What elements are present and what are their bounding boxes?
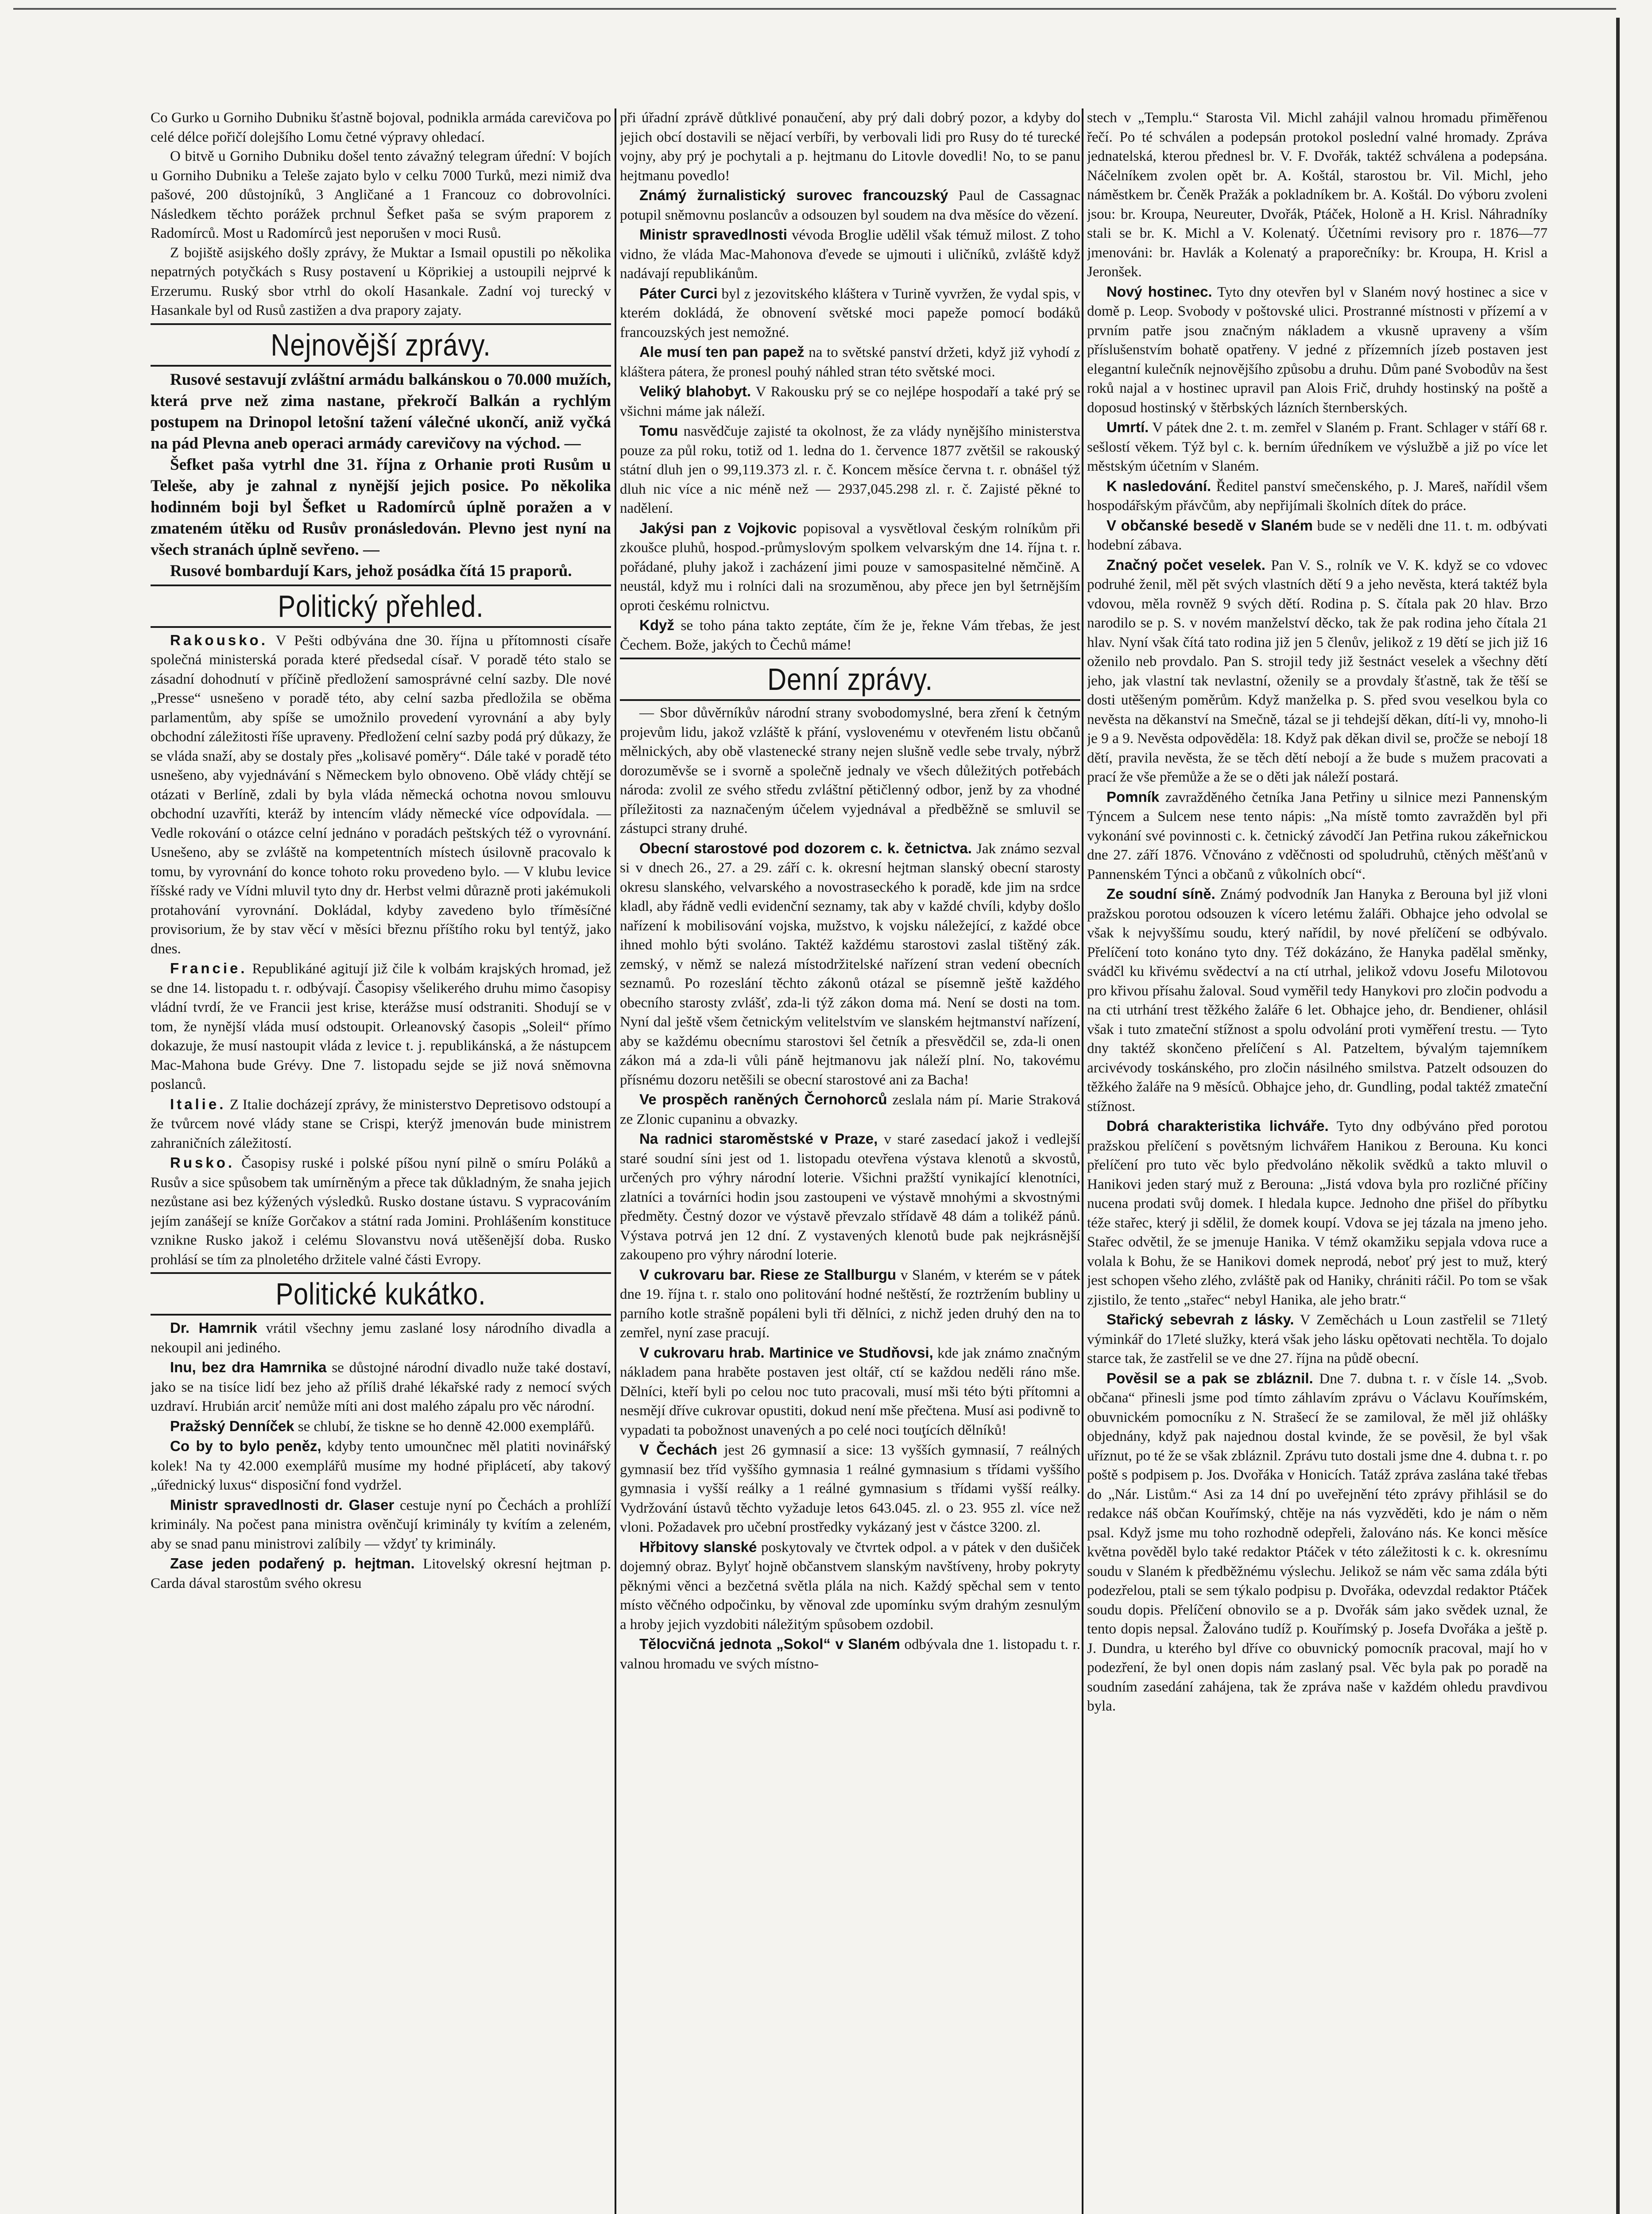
article-text: Paul de Cassagnac potupil sněmovnu poslancův a odsouzen byl soudem na dva měsíce do vězení. (620, 188, 1080, 223)
news-paragraph: Rusové bombardují Kars, jehož posádka čítá 15 praporů. (170, 561, 572, 580)
article-head: Ale musí ten pan papež (639, 344, 805, 360)
article-text: Ředitel panství smečenského, p. J. Mareš, nařídil všem hospodářským přávčům, aby nepřijímali školních dítek do práce. (1087, 478, 1548, 514)
article-paragraph (151, 1417, 611, 1437)
article-head: Nový hostinec. (1106, 283, 1212, 300)
section-heading-daily-news: Denní zprávy. (767, 662, 933, 697)
article-head: Francie. (170, 960, 248, 976)
latest-news-block (151, 369, 611, 582)
article-paragraph (1087, 884, 1548, 1116)
article-text: bude se v neděli dne 11. t. m. odbývati hodební zábava. (1087, 518, 1548, 553)
article-paragraph (1087, 787, 1548, 885)
article-paragraph (620, 519, 1080, 616)
article-head: Rakousko. (170, 631, 268, 648)
section-rule (620, 658, 1080, 659)
article-text: se toho pána takto zeptáte, čím že je, řekne Vám třebas, že jest Čechem. Bože, jakých to Čechů máme! (620, 618, 1080, 653)
article-paragraph (620, 1634, 1080, 1674)
article-head: Umrtí. (1106, 419, 1149, 435)
article-text: cestuje nyní po Čechách a prohlíží kriminály. Na počest pana ministra ověnčují kriminály ty kvítím a zeleném, aby se snad panu ministrovi zalíbily — vždyť ty kriminály. (151, 1497, 611, 1552)
article-paragraph (151, 1095, 611, 1153)
article-paragraph (1087, 476, 1548, 516)
article-text: V pátek dne 2. t. m. zemřel v Slaném p. Frant. Schlager v stáří 68 r. sešlostí věkem. Týž byl c. k. berním úředníkem ve výslužbě a již po více let městským účetním v Slaném. (1087, 420, 1548, 474)
article-head: Pomník (1106, 788, 1160, 805)
article-paragraph (151, 1436, 611, 1495)
article-paragraph (620, 1129, 1080, 1265)
section-rule (151, 323, 611, 325)
article-text: V Rakousku prý se co nejlépe hospodaří a také prý se všichni máme jak náleží. (620, 384, 1080, 419)
article-head: Páter Curci (639, 285, 718, 302)
article-text: Jak známo sezval si v dnech 26., 27. a 29. září c. k. okresní hejtman slanský obecní starosty okresu slanského, velvarského a novostraseckého k poradě, kde jim na srdce kladl, aby řádně vedli evidenční seznamy, tak aby v každé chvíli, kdyby došlo nařízení k mobilisování vojska, mužstvo, k vojsku náležející, z každé obce ihned mohlo býti svoláno. Taktéž každému starostovi zaslal tištěný zák. zemský, v němž se nalezá místodržitelské nařízení stran vedení obecních seznamů. Po rozeslání těchto zákonů otázal se písemně ještě každého obecního starosty zvlášť, zda-li týž zákon doma má. Není se dosti na tom. Nyní dal ještě všem četnickým velitelstvím ve slanském hejtmanství nařízení, aby se každému obecnímu starostovi šel četník a přesvědčil se, zda-li onen zákon má a zda-li vůli páně hejtmanovu jak náleží plní. No, takovému přísnému dozoru netěšili se obecní starostové ani za Bacha! (620, 840, 1080, 1088)
article-head: Jakýsi pan z Vojkovic (639, 519, 797, 536)
page-right-edge (1616, 18, 1620, 2214)
article-text: na to světské panství držeti, když již vyhodí z kláštera pátera, že pronesl pouhý náhled stran této světské moci. (620, 344, 1080, 380)
article-text: popisoval a vysvětloval českým rolníkům při zkoušce pluhů, hospod.-průmyslovým spolkem velvarským dne 14. října t. r. pořádané, pluhy jakož i zacházení jimi pouze v samospasitelné němčině. A neustál, když mu i rolníci dali na srozuměnou, aby přece jen byl šetrnějším oproti českému rolnictvu. (620, 520, 1080, 614)
article-head: Tomu (639, 422, 678, 439)
intro-paragraph: O bitvě u Gorniho Dubniku došel tento závažný telegram úřední: V bojích u Gorniho Dubniku a Teleše zajato bylo v celku 7000 Turků, mezi nimiž dva pašové, 200 důstojníků, 3 Angličané a 1 Francouz co dobrovolníci. Následkem těchto porážek prchnul Šefket paša se svým praporem z Radomírců. Most u Radomírců jest neporušen v moci Rusů. (151, 148, 611, 241)
article-head: Když (639, 617, 674, 633)
article-head: Obecní starostové pod dozorem c. k. četnictva. (639, 840, 972, 856)
article-text: vrátil všechny jemu zaslané losy národního divadla a nekoupil ani jediného. (151, 1320, 611, 1356)
article-head: Značný počet veselek. (1106, 556, 1265, 573)
article-paragraph (151, 1318, 611, 1358)
article-head: Hřbitovy slanské (639, 1538, 757, 1555)
article-paragraph (151, 959, 611, 1095)
article-paragraph (620, 1440, 1080, 1537)
article-text: Republikáné agitují již čile k volbám krajských hromad, jež se dne 14. listopadu t. r. odbývají. Časopisy všelikerého druhu mimo časopisy vládní tvrdí, že ve Francii jest krise, kterážse musí odstraniti. Shodují se v tom, že nynější vláda musí odstoupit. Orleanovský časopis „Soleil“ přímo dokazuje, že musí nastoupit vláda z levice t. j. republikánská, a že nástupcem Mac-Mahona bude Grévy. Dne 7. listopadu sejde se již nová sněmovna poslanců. (151, 961, 611, 1092)
article-text: byl z jezovitského kláštera v Turině vyvržen, že vydal spis, v kterém dokládá, že obnovení světské moci papeže pomocí bodáků francouzských jest nemožné. (620, 286, 1080, 341)
article-text: jest 26 gymnasií a sice: 13 vyšších gymnasií, 7 reálných gymnasií bez tříd vyššího gymnasia 1 reálné gymnasium s třídami vyššího gymnasia i vyšší reálky a 1 reálné gymnasium s třídami vyšší reálky. Vydržování ústavů těchto vyžaduje leŧos 643.045. zl. o 23. 955 zl. více než vloni. Požadavek pro učební prostředky vykázaný jest v částce 3200. zl. (620, 1442, 1080, 1535)
article-paragraph (620, 839, 1080, 1090)
article-text: Známý podvodník Jan Hanyka z Berouna byl již vloni pražskou porotou odsouzen k vícero letému žaláři. Obhajce jeho odvolal se však k nejvyššímu soudu, který nařídil, by nové přelíčení se odbývalo. Přelíčení toto konáno tyto dny. Též dokázáno, že Hanyka padělal směnky, svádčl ku křivému svědectví a na ctí utrhal, jelikož vdovu Josefu Milotovou pro křivou přísahu žaloval. Soud vyměřil tedy Hanykovi pro zločin podvodu a na cti utrhání trest těžkého žaláře 6 let. Obhajce jeho, dr. Bendiener, ohlásil však i tuto zmateční stížnost a spolu odvolání proti vyměření trestu. — Tyto dny taktéž skončeno přelíčení s Al. Patzeltem, bývalým tajemníkem arcivévody toskánského, pro zločin násilného smilstva. Patzelt odsouzen do těžkého žaláře na 9 měsíců. Obhajce jeho, dr. Gundling, podal taktéž zmateční stížnost. (1087, 886, 1548, 1115)
article-text: V Pešti odbývána dne 30. října u přítomnosti císaře společná ministerská porada které předsedal císař. V poradě této stalo se zásadní dohodnutí v příčině předložení samosprávné celní sazby. Dle nové „Presse“ usnešeno v poradě této, aby celní sazba předložila se oběma parlamentům, aby spíše se umožnilo provedení vyrovnání a aby byly obchodní záležitosti říše upraveny. Předložení celní sazby podá prý důkazy, že se vláda snaží, aby se dostaly přes „kolisavé poměry“. Dále také v poradě této usnešeno, aby vyjednávání s Německem bylo obnoveno. Obě vlády chtějí se otázati v Berlíně, zdali by byla vláda německá ochotna novou smlouvu obchodní uzavříti, kteráž by intencím vlády německé více odpovídala. — Vedle rokování o otázce celní jednáno v poradách peštských též o vyrovnání. Usnešeno, aby se zvláště na kompetentních místech úsilovně pracovalo k tomu, by vyrovnání do konce tohoto roku provedeno bylo. — V klubu levice říšské rady ve Vídni mluvil tyto dny dr. Herbst velmi důrazně proti jakémukoli protahování vyrovnání. Dokládal, kdyby zavedeno bylo tříměsíčné provisorium, že by stav věcí v měsíci březnu příštího roku byl tentýž, jako dnes. (151, 632, 611, 957)
article-head: Dobrá charakteristika lichváře. (1106, 1118, 1329, 1134)
article-head: Rusko. (170, 1154, 235, 1171)
article-head: Pověsil se a pak se zbláznil. (1106, 1370, 1313, 1386)
article-head: Stařický sebevrah z lásky. (1106, 1311, 1294, 1328)
article-head: V Čechách (639, 1441, 717, 1458)
section-heading-political-review: Politický přehled. (278, 588, 484, 623)
article-paragraph (1087, 1369, 1548, 1716)
article-head: Zase jeden podařený p. hejtman. (170, 1555, 415, 1571)
article-text: v staré zasedací jakož i vedlejší staré soudní síni jest od 1. listopadu otevřena výstava klenotů a skvostů, určených pro výhry národní loterie. Všichni pražští vynikající klenotníci, zlatníci a továrníci hodin jsou zastoupeni ve výstavě mnohými a skvostnými předměty. Čestný dozor ve výstavě převzalo střídavě 48 dám a tolikéž pánů. Výstava potrvá jen 12 dní. Z vystavených klenotů bude pak nejkrásnější zakoupeno pro výhry národní loterie. (620, 1131, 1080, 1263)
article-head: Inu, bez dra Hamrnika (170, 1359, 327, 1375)
article-text: nasvědčuje zajisté ta okolnost, že za vlády nynějšího ministerstva pouze za půl roku, totiž od 1. ledna do 1. července 1877 zvětšil se rakouský státní dluh jen o 99,119.373 zl. r. č. Koncem měsíce června t. r. obnášel týž dluh nic více a nic méně než — 2937,045.298 zl. r. č. Zajisté pěkné to nadělení. (620, 423, 1080, 516)
article-head: Známý žurnalistický surovec francouzský (639, 187, 948, 203)
article-text: Pan V. S., rolník ve V. K. když se co vdovec podruhé ženil, měl pět svých vlastních dětí 9 a jeho nevěsta, která taktéž byla vdovou, měla rovněž 9 svých dětí. Rodina p. S. čítala pak 20 hlav. Brzo narodilo se p. S. v novém manželství děcko, tak že pak rodina jeho čítala 21 hlav. Nyní však čítá tato rodina již jen 5 členův, jelikož z 19 dětí se jich již 16 oženilo neb provdalo. Pan S. strojil tedy již šestnáct veselek a všechny dětí jeho, jak vlastní tak nevlastní, oženily se a provdaly šťastně, tak že těší se dosti utěšeným poměrům. Když manželka p. S. před svou veselkou byla co nevěsta na děkanství na Smečně, tázal se ji tehdejší děkan, dítí-li vy, mnoho-li je 9 a 9. Nevěsta odpověděla: 18. Když pak děkan divil se, pročže se nebojí 18 dětí, pravila nevěsta, že se těch dětí nebojí a že bude s mužem pracovati a prací že vše přemůže a že se o děti jak náleží postará. (1087, 557, 1548, 785)
article-head: Co by to bylo peněz, (170, 1438, 321, 1454)
article-head: Pražský Denníček (170, 1417, 294, 1434)
article-paragraph (151, 1153, 611, 1270)
article-paragraph (620, 421, 1080, 519)
article-text: V Zeměchách u Loun zastřelil se 71letý výminkář do 17leté služky, která však jeho lásku opětovati nechtěla. To dojalo starce tak, že zastřelil se ve dne 27. října na půdě obecní. (1087, 1312, 1548, 1366)
article-text: Dne 7. dubna t. r. v čísle 14. „Svob. občana“ přinesli jsme pod tímto záhlavím zprávu o Václavu Kouřímském, obuvnickém pomocníku z N. Strašecí že se zamiloval, že měl již ohlášky objednány, když pak najednou dostal kvinde, že se pověsil, že byl však uříznut, po té že se však zbláznil. Zprávu tuto dostali jsme dne 4. dubna t. r. po poště s podpisem p. Jos. Dvořáka v Honicích. Tatáž zpráva zaslána také třebas do „Nár. Listům.“ Asi za 14 dní po uveřejnění této zprávy přihlásil se do redakce náš občan Kouřímský, chtěje na nás vyzvěděti, kdo je nám o něm psal. Když jsme mu toho rozhodně odepřeli, žalováno nás. Ke konci měsíce května pověděl bylo také redaktor Ptáček v této záležitosti k c. k. okresnímu soudu v Slaném k předběžnému výslechu. Jelikož se nám věc sama zdála býti podezřelou, ptali se sem týkalo podpisu p. Dvořáka, odevzdal redaktor Ptáček soudu dopis. Přelíčení obnovilo se a p. Dvořák sám jako svědek uznal, že tento dopis nepsal. Žalováno tudíž p. Kouřímský p. Josefa Dvořáka a ještě p. J. Dundra, u kterého byl dříve co obuvnický pomocník pracoval, mají ho v podezření, že byl onen dopis nám zaslaný psal. Věc byla pak po poradě na soudním zasedání zahájena, tak že zpráva naše v každém ohledu pravdivou byla. (1087, 1370, 1548, 1714)
section-heading-political-peepshow: Politické kukátko. (275, 1277, 486, 1311)
article-head: Ministr spravedlnosti (639, 226, 787, 243)
article-text: v Slaném, v kterém se v pátek dne 19. října t. r. stalo ono politování hodné neštěstí, že roztržením bubliny u parního kotle strašně popáleni byli tři dělníci, z nichž jeden druhý den na to zemřel, nyní zase pracují. (620, 1267, 1080, 1341)
article-head: Italie. (170, 1095, 226, 1112)
article-head: V cukrovaru hrab. Martinice ve Studňovsi, (639, 1344, 933, 1361)
article-head: Ve prospěch raněných Černohorců (639, 1091, 887, 1107)
section-rule (151, 1272, 611, 1274)
column-3 (1087, 108, 1548, 2214)
article-head: V cukrovaru bar. Riese ze Stallburgu (639, 1266, 897, 1283)
article-paragraph (1087, 1116, 1548, 1310)
article-head: V občanské besedě v Slaném (1106, 517, 1313, 534)
article-head: Ministr spravedlnosti dr. Glaser (170, 1496, 395, 1513)
section-rule (151, 365, 611, 367)
article-paragraph (620, 1090, 1080, 1129)
article-text: kde jak známo značným nákladem pana hraběte postaven jest oltář, ctí se každou neděli ráno mše. Dělníci, kteří byli po celou noc tuto pracovali, musí mši této býti přítomni a nesmějí dříve cukrovar opustiti, dokud není mše přečtena. Musí asi podivně to vypadati ta pobožnost unavených a po celé noci touţících dělníků! (620, 1345, 1080, 1438)
column-2 (620, 108, 1080, 2214)
section-rule (151, 1314, 611, 1316)
article-paragraph (620, 284, 1080, 343)
news-paragraph: Rusové sestavují zvláštní armádu balkánskou o 70.000 mužích, která prve než zima nastane, překročí Balkán a rychlým postupem na Drinopol letošní tažení válečné ukončí, aniž vyčká na pád Plevna aneb operaci armády carevičovy na východ. — (151, 370, 611, 453)
article-text: poskytovaly ve čtvrtek odpol. a v pátek v den dušiček dojemný obraz. Bylyť hojně občanstvem slanským navštíveny, hroby pokryty pěknými věnci a bezčetná světla plála na nich. Každý spěchal sem v tento místo věčného odpočinku, by věnoval zde upomínku svým drahým zesnulým a hroby jejich vyzdobiti náležitým spůsobem ozdobil. (620, 1539, 1080, 1633)
article-text: zeslala nám pí. Marie Straková ze Zlonic cupaninu a obvazky. (620, 1092, 1080, 1127)
article-paragraph (620, 1265, 1080, 1343)
article-paragraph (151, 1554, 611, 1593)
article-paragraph (620, 615, 1080, 655)
intro-paragraph: stech v „Templu.“ Starosta Vil. Michl zahájil valnou hromadu přiměřenou řečí. Po té schválen a podepsán protokol poslední valné hromady. Zpráva jednatelská, kterou přednesl br. V. F. Dvořák, taktéž schválena a podepsána. Náčelníkem zvolen opět br. A. Koštál, starostou br. Vil. Michl, jeho náměstkem br. Čeněk Pražák a pokladníkem br. A. Koštál. Do výboru zvoleni jsou: br. Kroupa, Neureuter, Dvořák, Ptáček, Holoně a H. Krisl. Náhradníky stali se br. K. Michl a V. Kolenatý. Účetními revisory pro r. 1876—77 jmenováni: br. Havlák a Kolenatý a praporečníky: br. Kroupa, H. Krisl a Jeronšek. (1087, 110, 1548, 280)
article-head: Tělocvičná jednota „Sokol“ v Slaném (639, 1636, 900, 1652)
article-text: Tyto dny otevřen byl v Slaném nový hostinec a sice v domě p. Leop. Svobody v poštovské ulici. Prostranné místnosti v přízemí a v prvním patře jsou značným nákladem a vkusně upraveny a vším příslušenstvím bohatě opatřeny. V jedné z přízemních jízeb postaven jest elegantní kulečník nejnovějšího způsobu a druhu. Dům pané Svobodův na šest roků najal a v hostinec upravil pan Alois Frič, druhdy hostinský na poště a doposud hostinský v štěrbských lázních šternberských. (1087, 284, 1548, 416)
article-paragraph (1087, 516, 1548, 555)
article-text: zavražděného četníka Jana Petřiny u silnice mezi Pannenským Týncem a Sulcem nese tento nápis: „Na místě tomto zavražděn byl při vykonání své povinnosti c. k. četnický závodčí Jan Petřina rukou zákeřnickou dne 27. září 1876. Včnováno z vděčnosti od spoludruhů, ctěných měšťanů v Pannenském Týnci a občanů z vůkolních obcí“. (1087, 789, 1548, 883)
article-paragraph (620, 1343, 1080, 1440)
section-heading-latest-news: Nejnovější zprávy. (271, 327, 491, 362)
article-head: Ze soudní síně. (1106, 886, 1215, 902)
article-text: odbývala dne 1. listopadu t. r. valnou hromadu ve svých místno- (620, 1637, 1080, 1672)
article-text: Z Italie docházejí zprávy, že ministerstvo Depretisovo odstoupí a že tvůrcem nové vlády stane se Crispi, kterýž jmenován bude ministrem zahraničních záležitostí. (151, 1096, 611, 1151)
article-paragraph (620, 382, 1080, 421)
article-paragraph (1087, 418, 1548, 476)
article-head: K nasledování. (1106, 477, 1211, 494)
news-paragraph: Šefket paša vytrhl dne 31. října z Orhanie proti Rusům u Teleše, aby je zahnal z nynější jejich posice. Po několika hodinném boji byl Šefket u Radomírců úplně poražen a v zmateném útěku od Rusův pronásledován. Plevno jest nyní na všech stranách úplně sevřeno. — (151, 455, 611, 559)
article-paragraph (151, 1358, 611, 1417)
intro-paragraph: Z bojiště asijského došly zprávy, že Muktar a Ismail opustili po několika nepatrných potyčkách s Rusy postavení u Köprikiej a ustoupili nejprvé k Erzerumu. Ruský sbor vtrhl do okolí Hasankale. Zadní voj turecký v Hasankale byl od Rusů zastižen a dva prapory zajaty. (151, 244, 611, 318)
article-paragraph (151, 631, 611, 959)
article-text: kdyby tento umounčnec měl platiti novinářský kolek! Na ty 42.000 exemplářů musíme my hodné připlácetí, aby takový „úřednický luxus“ disposiční fond vydržel. (151, 1439, 611, 1493)
page-top-edge (13, 8, 1616, 10)
intro-paragraph: Co Gurko u Gorniho Dubniku šťastně bojoval, podnikla armáda carevičova po celé délce pořičí dolejšího Lomu četné výpravy ohledací. (151, 110, 611, 145)
section-rule (620, 699, 1080, 701)
article-paragraph (620, 225, 1080, 284)
article-paragraph (151, 1495, 611, 1554)
column-rule-1 (615, 108, 616, 2214)
intro-paragraph: při úřadní zprávě důtklivé ponaučení, aby prý dali dobrý pozor, a kdyby do jejich obcí dostavili se nějací verbíři, by verbovali lidi pro Rusy do té turecké vojny, aby prý je pochytali a p. hejtmanu do Litovle dovedli! No, to se panu hejtmanu povedlo! (620, 110, 1080, 184)
article-text: Časopisy ruské i polské píšou nyní pilně o smíru Poláků a Rusův a sice spůsobem tak umírněným a přece tak důkladným, že snaha jejich nezůstane asi bez kýžených výsledků. Rusko dostane ústavu. S vypracováním jejím zanášejí se kníže Gorčakov a státní rada Jomini. Prohlášením konstituce vznikne Rusko jakož i celému Slovanstvu nová utěšenější doba. Rusko prohlásí se tím za plnoletého držitele valné části Evropy. (151, 1155, 611, 1268)
article-text: Litovelský okresní hejtman p. Carda dával starostům svého okresu (151, 1556, 611, 1591)
article-head: Na radnici staroměstské v Praze, (639, 1130, 878, 1147)
article-text: se chlubí, že tiskne se ho denně 42.000 exemplářů. (294, 1418, 595, 1435)
article-text: vévoda Broglie udělil však témuž milost. Z toho vidno, že vláda Mac-Mahonova ďevede se ujmouti i uličníků, zvláště když nadávají republikánům. (620, 227, 1080, 282)
article-head: Dr. Hamrnik (170, 1320, 257, 1336)
article-paragraph (1087, 282, 1548, 418)
article-paragraph (620, 186, 1080, 225)
article-text: Tyto dny odbýváno před porotou pražskou přelíčení s povětsným lichvářem Hanikou z Berouna. Ku konci přelíčení pro tuto věc bylo předvoláno několik svědků a takto mluvil o Hanikovi jeden starý muž z Berouna: „Jistá vdova byla pro rozličné příčiny nucena prodati svůj domek. I hledala kupce. Jednoho dne přišel do příbytku téže stařec, který ji sdělil, že domek koupí. Vdova se jej tázala na jmeno jeho. Stařec odvětil, že se jmenuje Hanika. V témž okamžiku sepjala vdova ruce a volala k Bohu, že se Hanikovi domek neprodá, neboť prý jest to muž, který jest schopen všeho zlého, zvláště pak od Haniky, chrániti ráčil. Po tom se však zjistilo, že tento „stařec“ nebyl Hanika, ale jeho bratr.“ (1087, 1119, 1548, 1308)
article-paragraph (620, 1537, 1080, 1635)
section-rule (151, 626, 611, 628)
section-rule (151, 584, 611, 586)
article-paragraph (1087, 555, 1548, 787)
column-rule-2 (1082, 108, 1083, 2214)
article-head: Veliký blahobyt. (639, 383, 751, 399)
lead-paragraph: — Sbor důvěrníkův národní strany svobodomyslné, bera zření k četným projevům lidu, jakož vzláště k přání, vyslovenému v otevřeném listu občanů mělnických, aby obě vlastenecké strany nejen slušně vedle sebe trvaly, nýbrž dorozuměvše se i svorně a společně jednaly ve všech důležitých potřebách národa: zvolil ze svého středu zvláštní pětičlenný odbor, jenž by za vhodné příležitosti za naznačeným účelem vyjednával a předběžně se smluvil se zástupci strany druhé. (620, 705, 1080, 836)
article-paragraph (1087, 1310, 1548, 1369)
article-text: se důstojné národní divadlo nuže také dostaví, jako se na tisíce lidí bez jeho až příliš drahé lékařské rady z nemocí svých uzdraví. Hrubián arciť nemůže míti ani dost malého zápalu pro věc národní. (151, 1360, 611, 1414)
article-paragraph (620, 342, 1080, 382)
column-1 (151, 108, 611, 2214)
